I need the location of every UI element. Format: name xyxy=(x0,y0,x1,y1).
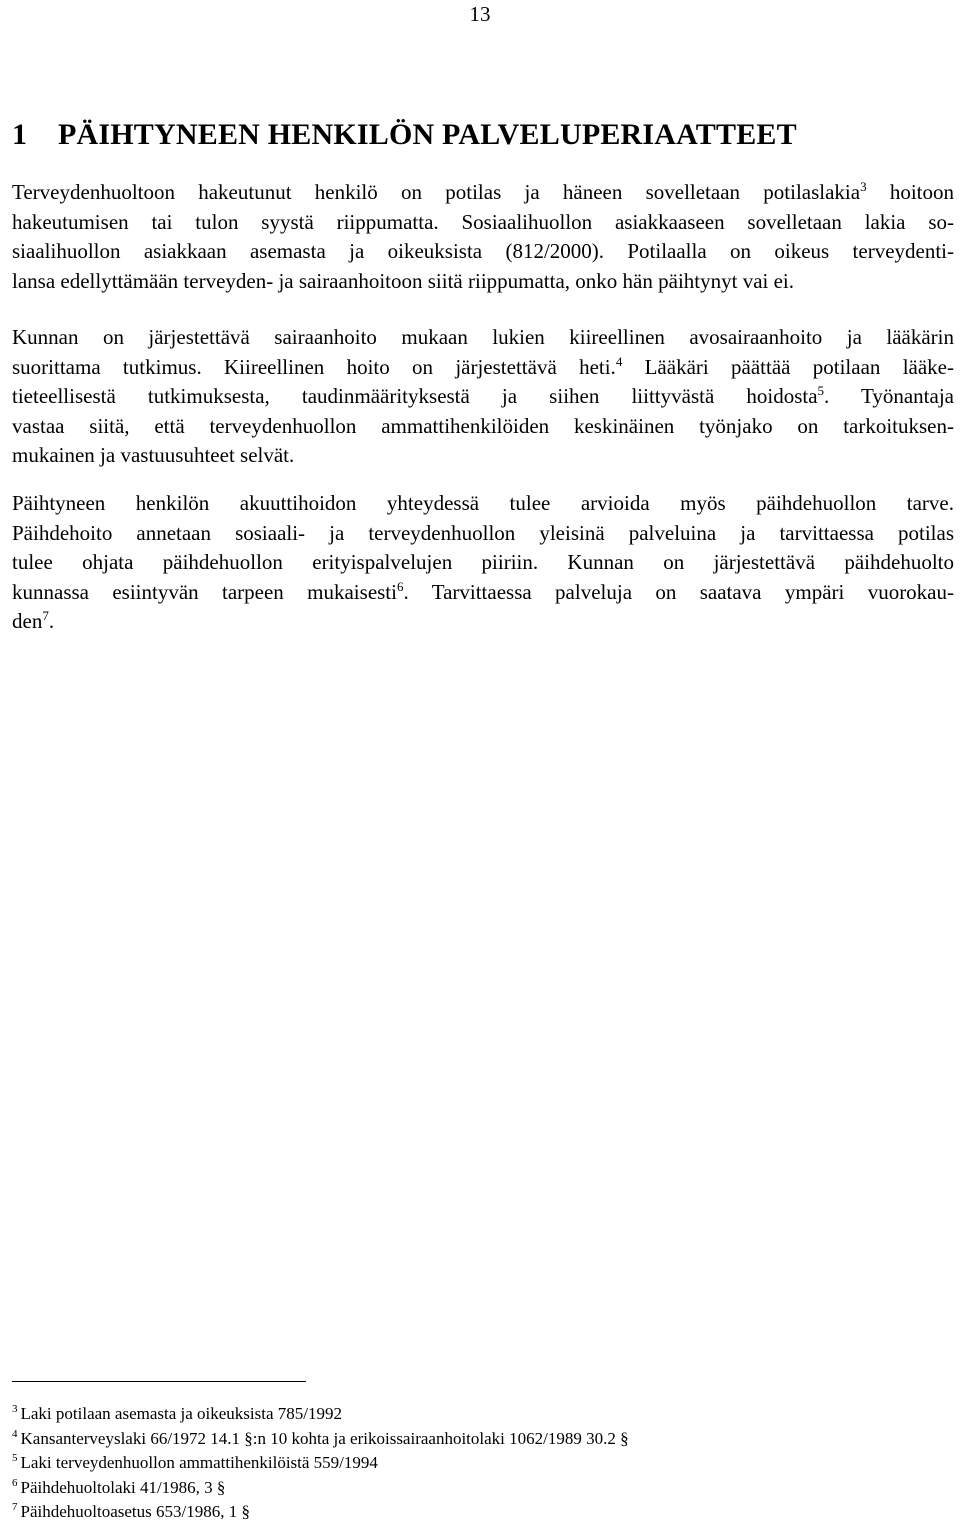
footnote-text: Päihdehuoltolaki 41/1986, 3 § xyxy=(20,1477,226,1497)
paragraph-line: vastaa siitä, että terveydenhuollon ammattihenkilöiden keskinäinen työnjako on tarkoituksen- xyxy=(12,413,954,438)
paragraph-line: tulee ohjata päihdehuollon erityispalvelujen piiriin. Kunnan on järjestettävä päihdehuolto xyxy=(12,550,954,574)
paragraph-line: hakeutumisen tai tulon syystä riippumatta. Sosiaalihuollon asiakkaaseen sovelletaan lakia so- xyxy=(12,209,954,234)
text-run: . Työnantaja xyxy=(824,384,954,408)
text-run: . xyxy=(48,609,55,633)
paragraph-line: mukainen ja vastuusuhteet selvät. xyxy=(12,443,295,467)
text-run: den xyxy=(12,609,43,633)
paragraph-line: lansa edellyttämään terveyden- ja sairaanhoitoon siitä riippumatta, onko hän päihtynyt vai ei. xyxy=(12,268,795,293)
section-heading xyxy=(12,118,797,152)
paragraph-line: Päihdehoito annetaan sosiaali- ja terveydenhuollon yleisinä palveluina ja tarvittaessa potilas xyxy=(12,520,954,545)
footnote-ref-4: 4 xyxy=(615,353,623,369)
footnote-text: Päihdehuoltoasetus 653/1986, 1 § xyxy=(20,1502,250,1521)
section-title: PÄIHTYNEEN HENKILÖN PALVELUPERIAATTEET xyxy=(58,118,797,151)
footnote xyxy=(12,1500,912,1525)
paragraph-line: siaalihuollon asiakkaan asemasta ja oikeuksista (812/2000). Potilaalla on oikeus terveydenti- xyxy=(12,239,954,263)
paragraph-line xyxy=(12,178,954,208)
footnote-text: Kansanterveyslaki 66/1972 14.1 §:n 10 kohta ja erikoissairaanhoitolaki 1062/1989 30.2 § xyxy=(20,1428,629,1448)
footnote-number: 6 xyxy=(12,1476,18,1489)
footnote-number: 3 xyxy=(12,1403,18,1415)
text-run: . Tarvittaessa palveluja on saatava ympäri vuorokau- xyxy=(403,579,955,604)
footnote-ref-7: 7 xyxy=(42,608,49,623)
text-run: hoitoon xyxy=(866,180,955,204)
footnote-number: 7 xyxy=(12,1501,18,1513)
text-run: tieteellisestä tutkimuksesta, taudinmäärityksestä ja siihen liittyvästä hoidosta xyxy=(12,384,818,408)
paragraph-municipal-care xyxy=(12,323,954,471)
paragraph-line: Päihtyneen henkilön akuuttihoidon yhteydessä tulee arvioida myös päihdehuollon tarve. xyxy=(12,491,954,515)
footnotes xyxy=(12,1402,912,1525)
text-run: Lääkäri päättää potilaan lääke- xyxy=(622,354,954,379)
footnote-text: Laki potilaan asemasta ja oikeuksista 785/1992 xyxy=(20,1404,343,1423)
paragraph-line xyxy=(12,382,954,412)
footnote-number: 5 xyxy=(12,1452,18,1464)
paragraph-line: Kunnan on järjestettävä sairaanhoito mukaan lukien kiireellinen avosairaanhoito ja lääkärin xyxy=(12,325,954,349)
text-run: suorittama tutkimus. Kiireellinen hoito on järjestettävä heti. xyxy=(12,354,616,379)
paragraph-line xyxy=(12,353,954,383)
footnote xyxy=(12,1451,912,1476)
paragraph-substance-care xyxy=(12,489,954,637)
footnote xyxy=(12,1476,912,1501)
text-run: Terveydenhuoltoon hakeutunut henkilö on potilas ja häneen sovelletaan potilaslakia xyxy=(12,180,861,204)
page-number: 13 xyxy=(469,2,491,26)
footnote-text: Laki terveydenhuollon ammattihenkilöistä 559/1994 xyxy=(20,1453,378,1472)
footnote-ref-3: 3 xyxy=(860,179,867,194)
footnote-number: 4 xyxy=(12,1427,18,1440)
footnote xyxy=(12,1402,912,1427)
footnote-separator xyxy=(12,1381,306,1382)
footnote-ref-5: 5 xyxy=(817,383,825,398)
footnote-ref-6: 6 xyxy=(396,578,404,594)
paragraph-line xyxy=(12,607,954,637)
paragraph-patient-rights xyxy=(12,178,954,296)
section-number: 1 xyxy=(12,118,28,151)
paragraph-line xyxy=(12,578,954,608)
footnote xyxy=(12,1427,912,1452)
text-run: kunnassa esiintyvän tarpeen mukaisesti xyxy=(12,579,397,604)
